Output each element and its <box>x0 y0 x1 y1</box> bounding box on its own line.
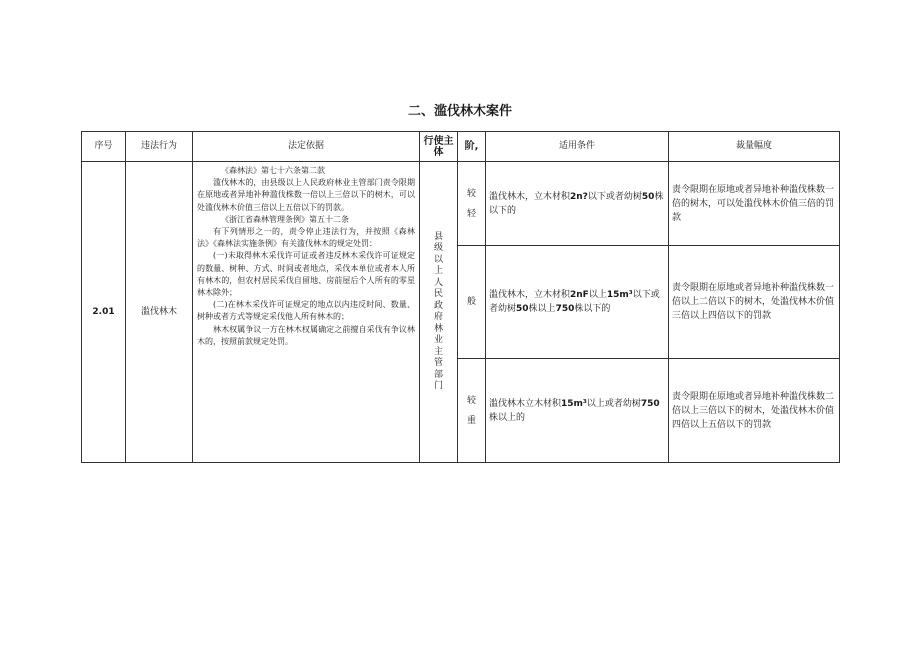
header-basis: 法定依据 <box>193 132 420 162</box>
basis-line: 滥伐林木的，由县级以上人民政府林业主管部门责令限期在原地或者异地补种滥伐株数一倍以上三倍以下的树木，可以处滥伐林木价值三倍以上五倍以下的罚款。 <box>197 178 415 212</box>
condition-value: 50 <box>516 304 529 314</box>
basis-line: (二)在林木采伐许可证规定的地点以内违反时间、数量、树种或者方式等规定采伐他人所有林木的； <box>197 300 415 322</box>
basis-line: 林木权属争议一方在林木权属确定之前擅自采伐有争议林木的，按照前款规定处罚。 <box>197 324 415 346</box>
basis-line: 有下列情形之一的，责令停止违法行为，并按照《森林法》《森林法实施条例》有关滥伐林木的规定处罚： <box>197 227 415 249</box>
condition-text: 滥伐林木立木材积 <box>489 398 562 409</box>
header-act: 违法行为 <box>126 132 193 162</box>
legal-basis <box>193 162 420 463</box>
condition-value: 2nF <box>570 290 589 300</box>
header-body: 行使主体 <box>420 132 458 162</box>
range-heavy: 责令限期在原地或者异地补种滥伐株数二倍以上三倍以下的树木，处滥伐林木价值四倍以上五倍以下的罚款 <box>669 359 840 463</box>
condition-text: 以下或者幼树 <box>489 290 660 314</box>
condition-light <box>486 162 669 246</box>
condition-value: 750 <box>555 304 575 314</box>
condition-value: 15m³ <box>561 398 587 409</box>
violation-act: 滥伐林木 <box>126 162 193 463</box>
penalty-table <box>81 131 840 463</box>
header-range: 裁量幅度 <box>669 132 840 162</box>
condition-text: 株以上 <box>528 304 556 314</box>
basis-line: 《森林法》第七十六条第二款 <box>221 166 325 175</box>
condition-heavy <box>486 359 669 463</box>
condition-value: 750 <box>640 398 660 409</box>
condition-text: 以下或者幼树 <box>587 191 642 202</box>
case-number: 2.01 <box>82 162 126 463</box>
stage-text: 较 重 <box>466 395 476 426</box>
condition-general <box>486 246 669 359</box>
enforcement-body-text: 县 级 以 上 人 民 政 府 林 业 主 管 部 门 <box>433 231 443 391</box>
header-row <box>82 132 840 162</box>
condition-text: 以上或者幼树 <box>586 398 641 409</box>
stage-text: 般 <box>466 297 476 307</box>
range-general: 责令限期在原地或者异地补种滥伐株数一倍以上二倍以下的树木，处滥伐林木价值三倍以上四倍以下的罚款 <box>669 246 840 359</box>
stage-light <box>458 162 486 246</box>
condition-text: 滥伐林木，立木材积 <box>489 290 571 300</box>
enforcement-body <box>420 162 458 463</box>
page-title: 二、滥伐林木案件 <box>407 104 512 119</box>
condition-value: 50 <box>641 191 655 202</box>
header-condition: 适用条件 <box>486 132 669 162</box>
condition-value: 15m³ <box>606 290 633 300</box>
condition-text: 滥伐林木，立木材积 <box>489 191 571 202</box>
basis-line: (一)未取得林木采伐许可证或者违反林木采伐许可证规定的数量、树种、方式、时间或者地点，采伐本单位或者本人所有林木的，但农村居民采伐自留地、房前屋后个人所有的零星林木除外； <box>197 251 415 298</box>
stage-general <box>458 246 486 359</box>
condition-value: 2n? <box>570 191 588 202</box>
stage-heavy <box>458 359 486 463</box>
header-seq: 序号 <box>82 132 126 162</box>
condition-text: 以上 <box>588 290 607 300</box>
basis-line: 《浙江省森林管理条例》第五十二条 <box>221 214 349 224</box>
header-stage: 阶, <box>458 132 486 162</box>
stage-text: 较 轻 <box>466 188 476 219</box>
condition-text: 株以下的 <box>574 304 611 314</box>
range-light: 责令限期在原地或者异地补种滥伐株数一倍的树木，可以处滥伐林木价值三倍的罚款 <box>669 162 840 246</box>
condition-text: 株以上的 <box>489 412 526 423</box>
condition-text: 株以下的 <box>489 191 664 216</box>
table-row <box>82 162 840 246</box>
